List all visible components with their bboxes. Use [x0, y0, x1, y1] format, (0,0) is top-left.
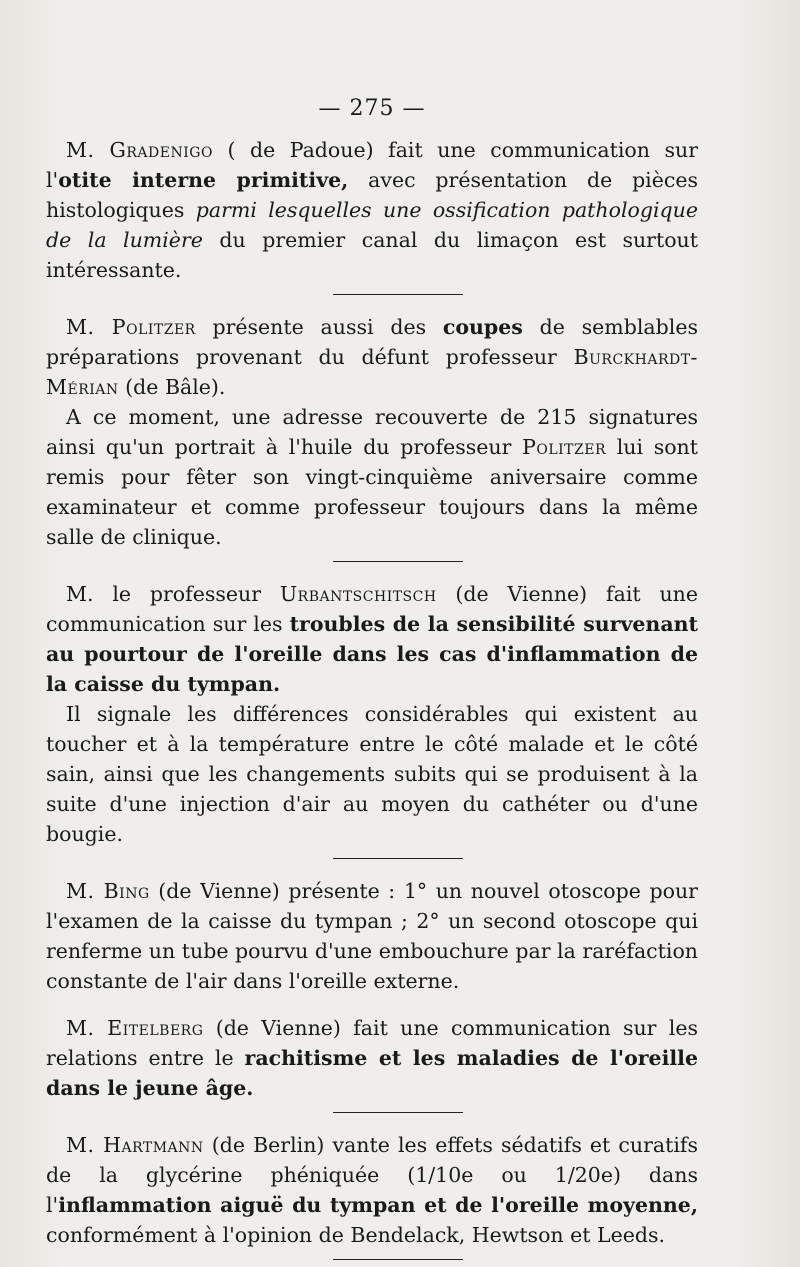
- paragraph-eitelberg: M. Eitelberg (de Vienne) fait une communication sur les relations entre le rachitisme et les maladies de l'oreille dans le jeune âge.: [46, 1016, 698, 1100]
- spacer: [46, 996, 698, 1002]
- bold-term: coupes: [442, 315, 523, 339]
- bold-term: otite interne primitive,: [58, 168, 349, 192]
- section-divider: [333, 1259, 463, 1260]
- paragraph-hartmann: M. Hartmann (de Berlin) vante les effets sédatifs et curatifs de la glycérine phéniquée (1/10e ou 1/20e) dans l'inflammation aiguë du tympan et de l'oreille moyenne, conformément à l'opinion de Bendelack, Hewtson et Leeds.: [46, 1133, 698, 1247]
- section-divider: [333, 858, 463, 859]
- bold-term: inflammation aiguë du tympan et de l'oreille moyenne,: [58, 1193, 698, 1217]
- paragraph-gradenigo: M. Gradenigo ( de Padoue) fait une communication sur l'otite interne primitive, avec présentation de pièces histologiques parmi lesquelles une ossification pathologique de la lumière du premier canal du limaçon est surtout intéressante.: [46, 138, 699, 282]
- italic-phrase: parmi lesquelles une ossification pathologique de la lumière: [46, 198, 698, 252]
- section-divider: [333, 1112, 463, 1113]
- author-name: Urbantschitsch: [279, 582, 437, 606]
- author-name: M. Eitelberg: [66, 1016, 204, 1040]
- bold-term: rachitisme et les maladies de l'oreille dans le jeune âge.: [46, 1046, 698, 1100]
- paragraph-bing: M. Bing (de Vienne) présente : 1° un nouvel otoscope pour l'examen de la caisse du tympan ; 2° un second otoscope qui renferme un tube pourvu d'une embouchure par la raréfaction constante de l'air dans l'oreille externe.: [46, 879, 698, 993]
- author-name: M. Gradenigo: [66, 138, 213, 162]
- paragraph-politzer: M. Politzer présente aussi des coupes de semblables préparations provenant du défunt professeur Burckhardt-Mérian (de Bâle).: [46, 315, 698, 399]
- author-name: M. Politzer: [66, 315, 196, 339]
- author-name: M. Hartmann: [66, 1133, 204, 1157]
- paragraph-urbantschitsch: M. le professeur Urbantschitsch (de Vienne) fait une communication sur les troubles de la sensibilité survenant au pourtour de l'oreille dans les cas d'inflammation de la caisse du tympan.: [46, 582, 698, 696]
- section-divider: [333, 294, 463, 295]
- author-name: M. Bing: [66, 879, 150, 903]
- author-name: Burckhardt-Mérian: [46, 345, 698, 399]
- bold-term: troubles de la sensibilité survenant au pourtour de l'oreille dans les cas d'inflammation de la caisse du tympan.: [46, 612, 698, 696]
- author-name: Politzer: [522, 435, 607, 459]
- paragraph-differences: Il signale les différences considérables qui existent au toucher et à la température entre le côté malade et le côté sain, ainsi que les changements subits qui se produisent à la suite d'une injection d'air au moyen du cathéter ou d'une bougie.: [46, 702, 698, 846]
- paragraph-adresse: A ce moment, une adresse recouverte de 215 signatures ainsi qu'un portrait à l'huile du professeur Politzer lui sont remis pour fêter son vingt-cinquième aniversaire comme examinateur et comme professeur toujours dans la même salle de clinique.: [46, 405, 699, 549]
- page-number: — 275 —: [318, 96, 426, 121]
- section-divider: [333, 561, 463, 562]
